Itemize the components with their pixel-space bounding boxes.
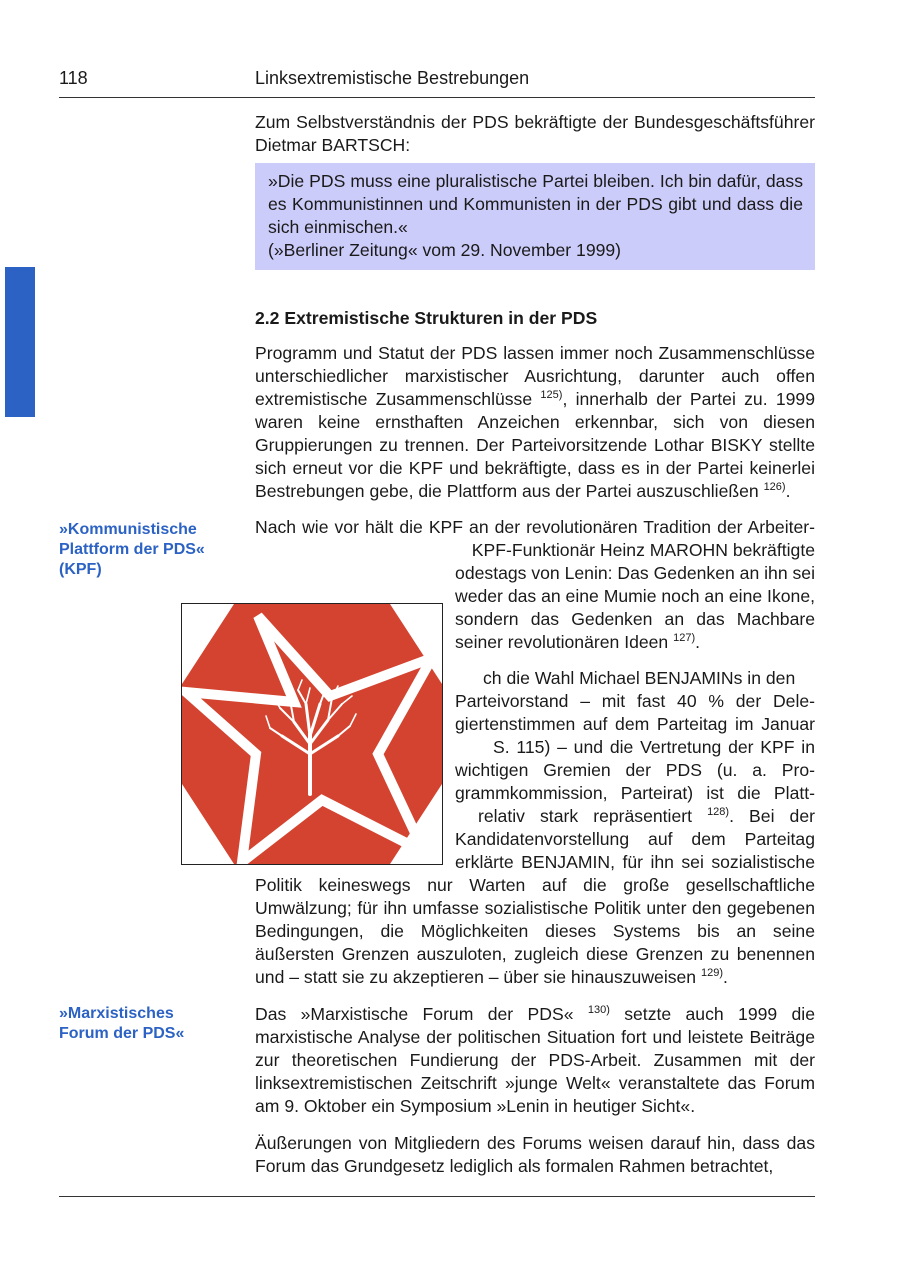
footnote-ref: 130) <box>587 1004 610 1017</box>
paragraph-kpf-benjamin: ch die Wahl Michael BENJAMINs in den Parteivorstand – mit fast 40 % der Dele- giertenstimmen auf dem Parteitag im Januar S. 115) – und die Vertretung der KPF in wichtigen Gremien der PDS (u. a. Pro- grammkommission, Parteirat) ist die Platt- relativ stark repräsentiert $^{128)}$. Bei der Kandidatenvorstellung auf dem Parteitag erklärte BENJAMIN, für ihn sei sozialistische Politik keineswegs nur Warten auf die große gesellschaftliche Umwälzung; für ihn umfasse sozialistische Politik unter den gegebenen Bedingungen, die Möglichkeiten dieses Systems bis an seine äußersten Grenzen auszuloten, zugleich diese Grenzen zu benennen und – statt sie zu akzeptieren – über sie hinauszuweisen $^{129)}$. <box>255 668 815 987</box>
kpf-emblem <box>181 603 443 865</box>
quote-box <box>255 163 815 270</box>
intro-paragraph: Zum Selbstverständnis der PDS bekräftigte der Bundesgeschäftsführer Dietmar BARTSCH: <box>255 112 815 155</box>
footnote-ref: 127) <box>673 632 696 645</box>
side-label-mf: »Marxistisches Forum der PDS« <box>59 1005 185 1042</box>
paragraph-kpf: Nach wie vor hält die KPF an der revolutionären Tradition der Arbeiter- KPF-Funktionär Heinz MAROHN bekräftigte odestags von Lenin: Das Gedenken an ihn sei weder das an eine Mumie noch an eine Ikone, sondern das Gedenken an das Machbare seiner revolutionären Ideen $^{127)}$. <box>255 517 815 652</box>
paragraph-structures: Programm und Statut der PDS lassen immer noch Zusammenschlüsse unterschiedlicher marxistischer Ausrichtung, darunter auch offen extremistische Zusammenschlüsse $^{125)}$, innerhalb der Partei zu. 1999 waren keine ernsthaften Anzeichen erkennbar, sich von diesen Gruppierungen zu trennen. Der Parteivorsitzende Lothar BISKY stellte sich erneut vor die KPF und bekräftigte, dass es in der Partei keinerlei Bestrebungen gebe, die Plattform aus der Partei auszuschließen $^{126)}$. <box>255 343 815 501</box>
section-heading: 2.2 Extremistische Strukturen in der PDS <box>255 308 598 328</box>
quote-source: (»Berliner Zeitung« vom 29. November 1999) <box>268 240 622 260</box>
footnote-ref: 126) <box>763 481 786 494</box>
kpf-star-tree-emblem-icon <box>182 604 442 864</box>
page-number: 118 <box>59 68 88 88</box>
footnote-ref: 125) <box>540 389 563 402</box>
paragraph-kpf-tail: weder das an eine Mumie noch an eine Ikone, sondern das Gedenken an das Machbare seiner revolutionären Ideen $^{127)}$. <box>455 586 815 652</box>
quote-text: »Die PDS muss eine pluralistische Partei bleiben. Ich bin dafür, dass es Kommunistinnen und Kommunisten in der PDS gibt und dass die sich einmischen.« <box>268 171 803 237</box>
running-title: Linksextremistische Bestrebungen <box>255 68 530 88</box>
footer-rule <box>59 1196 815 1197</box>
chapter-side-tab <box>5 267 35 417</box>
paragraph-mf-2: Äußerungen von Mitgliedern des Forums weisen darauf hin, dass das Forum das Grundgesetz lediglich als formalen Rahmen betrachtet, <box>255 1133 815 1176</box>
paragraph-mf: Das »Marxistische Forum der PDS« $^{130)}$ setzte auch 1999 die marxistische Analyse der politischen Situation fort und leistete Beiträge zur theoretischen Fundierung der PDS-Arbeit. Zusammen mit der linksextremistischen Zeitschrift »junge Welt« veranstaltete das Forum am 9. Oktober ein Symposium »Lenin in heutiger Sicht«. <box>255 1004 816 1116</box>
header-rule <box>59 97 815 98</box>
footnote-ref: 129) <box>700 967 724 980</box>
side-label-kpf: »Kommunistische Plattform der PDS« (KPF) <box>59 521 205 578</box>
footnote-ref: 128) <box>707 806 730 819</box>
